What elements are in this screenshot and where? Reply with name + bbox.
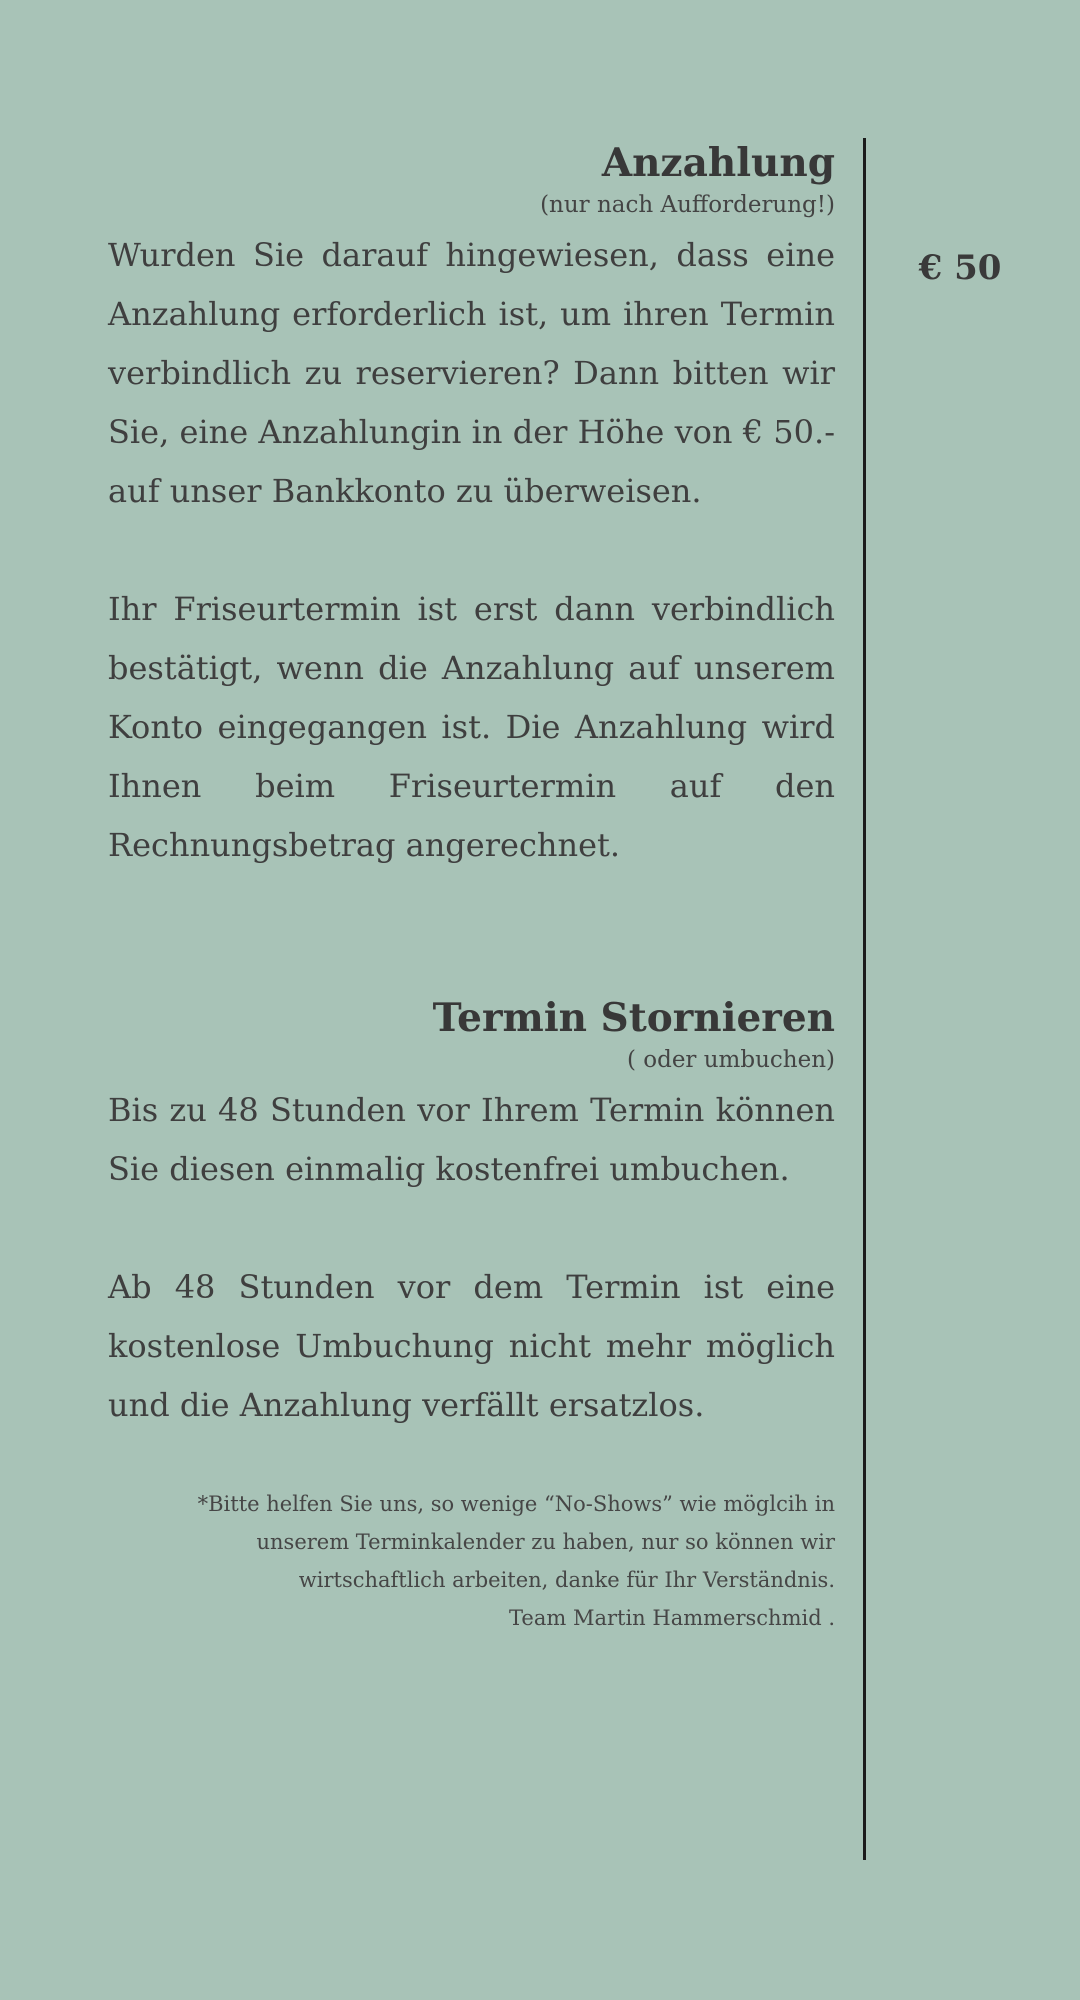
note-line: wirtschaftlich arbeiten, danke für Ihr Verständnis. <box>298 1568 835 1592</box>
spacer <box>108 1199 835 1258</box>
spacer <box>108 521 835 580</box>
cancellation-paragraph-1: Bis zu 48 Stunden vor Ihrem Termin können Sie diesen einmalig kostenfrei umbuchen. <box>108 1091 835 1188</box>
note-line: unserem Terminkalender zu haben, nur so können wir <box>256 1530 835 1554</box>
cancellation-subtitle: ( oder umbuchen) <box>626 1047 835 1073</box>
no-show-note <box>108 1485 835 1637</box>
deposit-price: € 50 <box>918 248 1002 288</box>
cancellation-section <box>108 993 835 1435</box>
cancellation-title: Termin Stornieren <box>432 995 835 1041</box>
vertical-divider <box>863 138 866 1860</box>
policy-content <box>108 138 835 1637</box>
spacer <box>108 875 835 993</box>
cancellation-paragraph-2: Ab 48 Stunden vor dem Termin ist eine kostenlose Umbuchung nicht mehr möglich und die Anzahlung verfällt ersatzlos. <box>108 1268 835 1424</box>
deposit-section <box>108 138 835 875</box>
deposit-title: Anzahlung <box>601 140 835 186</box>
deposit-subtitle: (nur nach Aufforderung!) <box>540 192 835 218</box>
deposit-paragraph-1: Wurden Sie darauf hingewiesen, dass eine Anzahlung erforderlich ist, um ihren Termin verbindlich zu reservieren? Dann bitten wir Sie, eine Anzahlungin in der Höhe von € 50.- auf unser Bankkonto zu überweisen. <box>108 236 835 510</box>
note-signature: Team Martin Hammerschmid . <box>509 1606 835 1630</box>
spacer <box>108 1435 835 1485</box>
deposit-paragraph-2: Ihr Friseurtermin ist erst dann verbindlich bestätigt, wenn die Anzahlung auf unserem Konto eingegangen ist. Die Anzahlung wird Ihnen beim Friseurtermin auf den Rechnungsbetrag angerechnet. <box>108 590 835 864</box>
note-line: *Bitte helfen Sie uns, so wenige “No-Shows” wie möglcih in <box>197 1492 835 1516</box>
